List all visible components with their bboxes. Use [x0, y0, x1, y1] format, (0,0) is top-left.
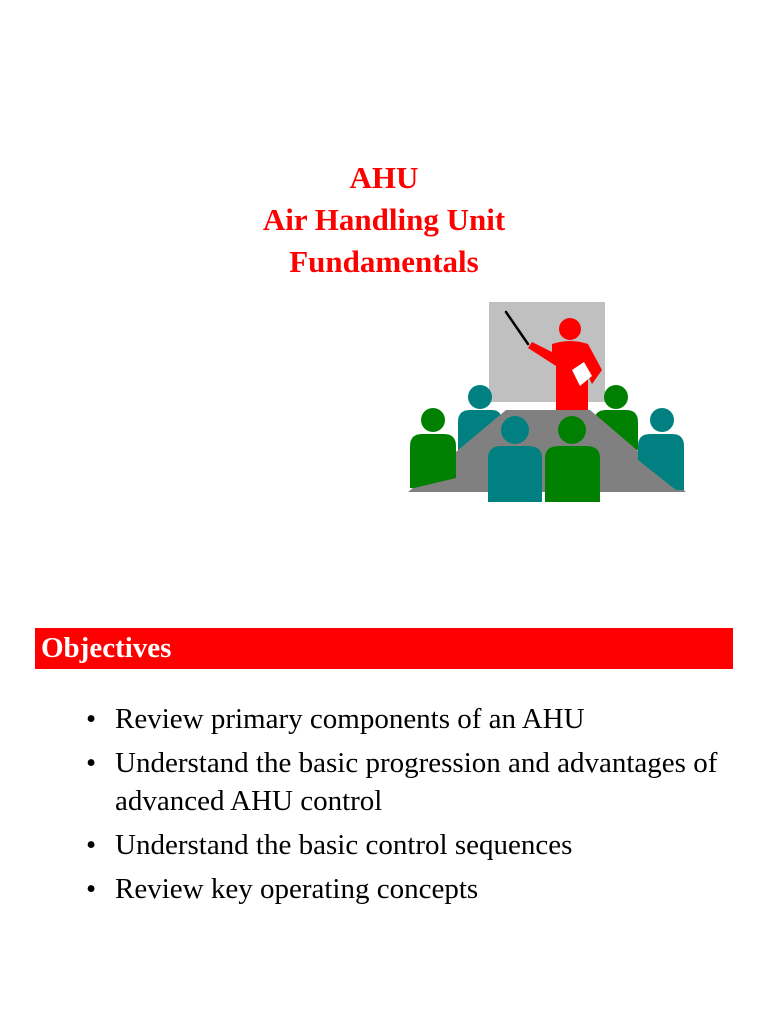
presentation-meeting-icon [406, 300, 688, 504]
title-line-2: Air Handling Unit [262, 202, 506, 237]
list-item-text: Understand the basic progression and advantages of advanced AHU control [115, 747, 718, 817]
bullet-icon: • [86, 873, 97, 905]
list-item-text: Review primary components of an AHU [115, 703, 585, 735]
objectives-heading: Objectives [41, 632, 172, 664]
bullet-icon: • [86, 703, 97, 735]
list-item [86, 744, 726, 820]
list-item-text: Review key operating concepts [115, 873, 479, 905]
bullet-icon: • [86, 747, 97, 779]
list-item [86, 826, 726, 864]
title-line-3: Fundamentals [289, 244, 479, 279]
list-item [86, 870, 726, 908]
objectives-header-bar [35, 628, 733, 669]
bullet-icon: • [86, 829, 97, 861]
objectives-list [86, 700, 726, 914]
title-line-1: AHU [349, 160, 419, 195]
attendee-left [410, 408, 456, 488]
list-item [86, 700, 726, 738]
page-title [0, 157, 768, 283]
list-item-text: Understand the basic control sequences [115, 829, 573, 861]
